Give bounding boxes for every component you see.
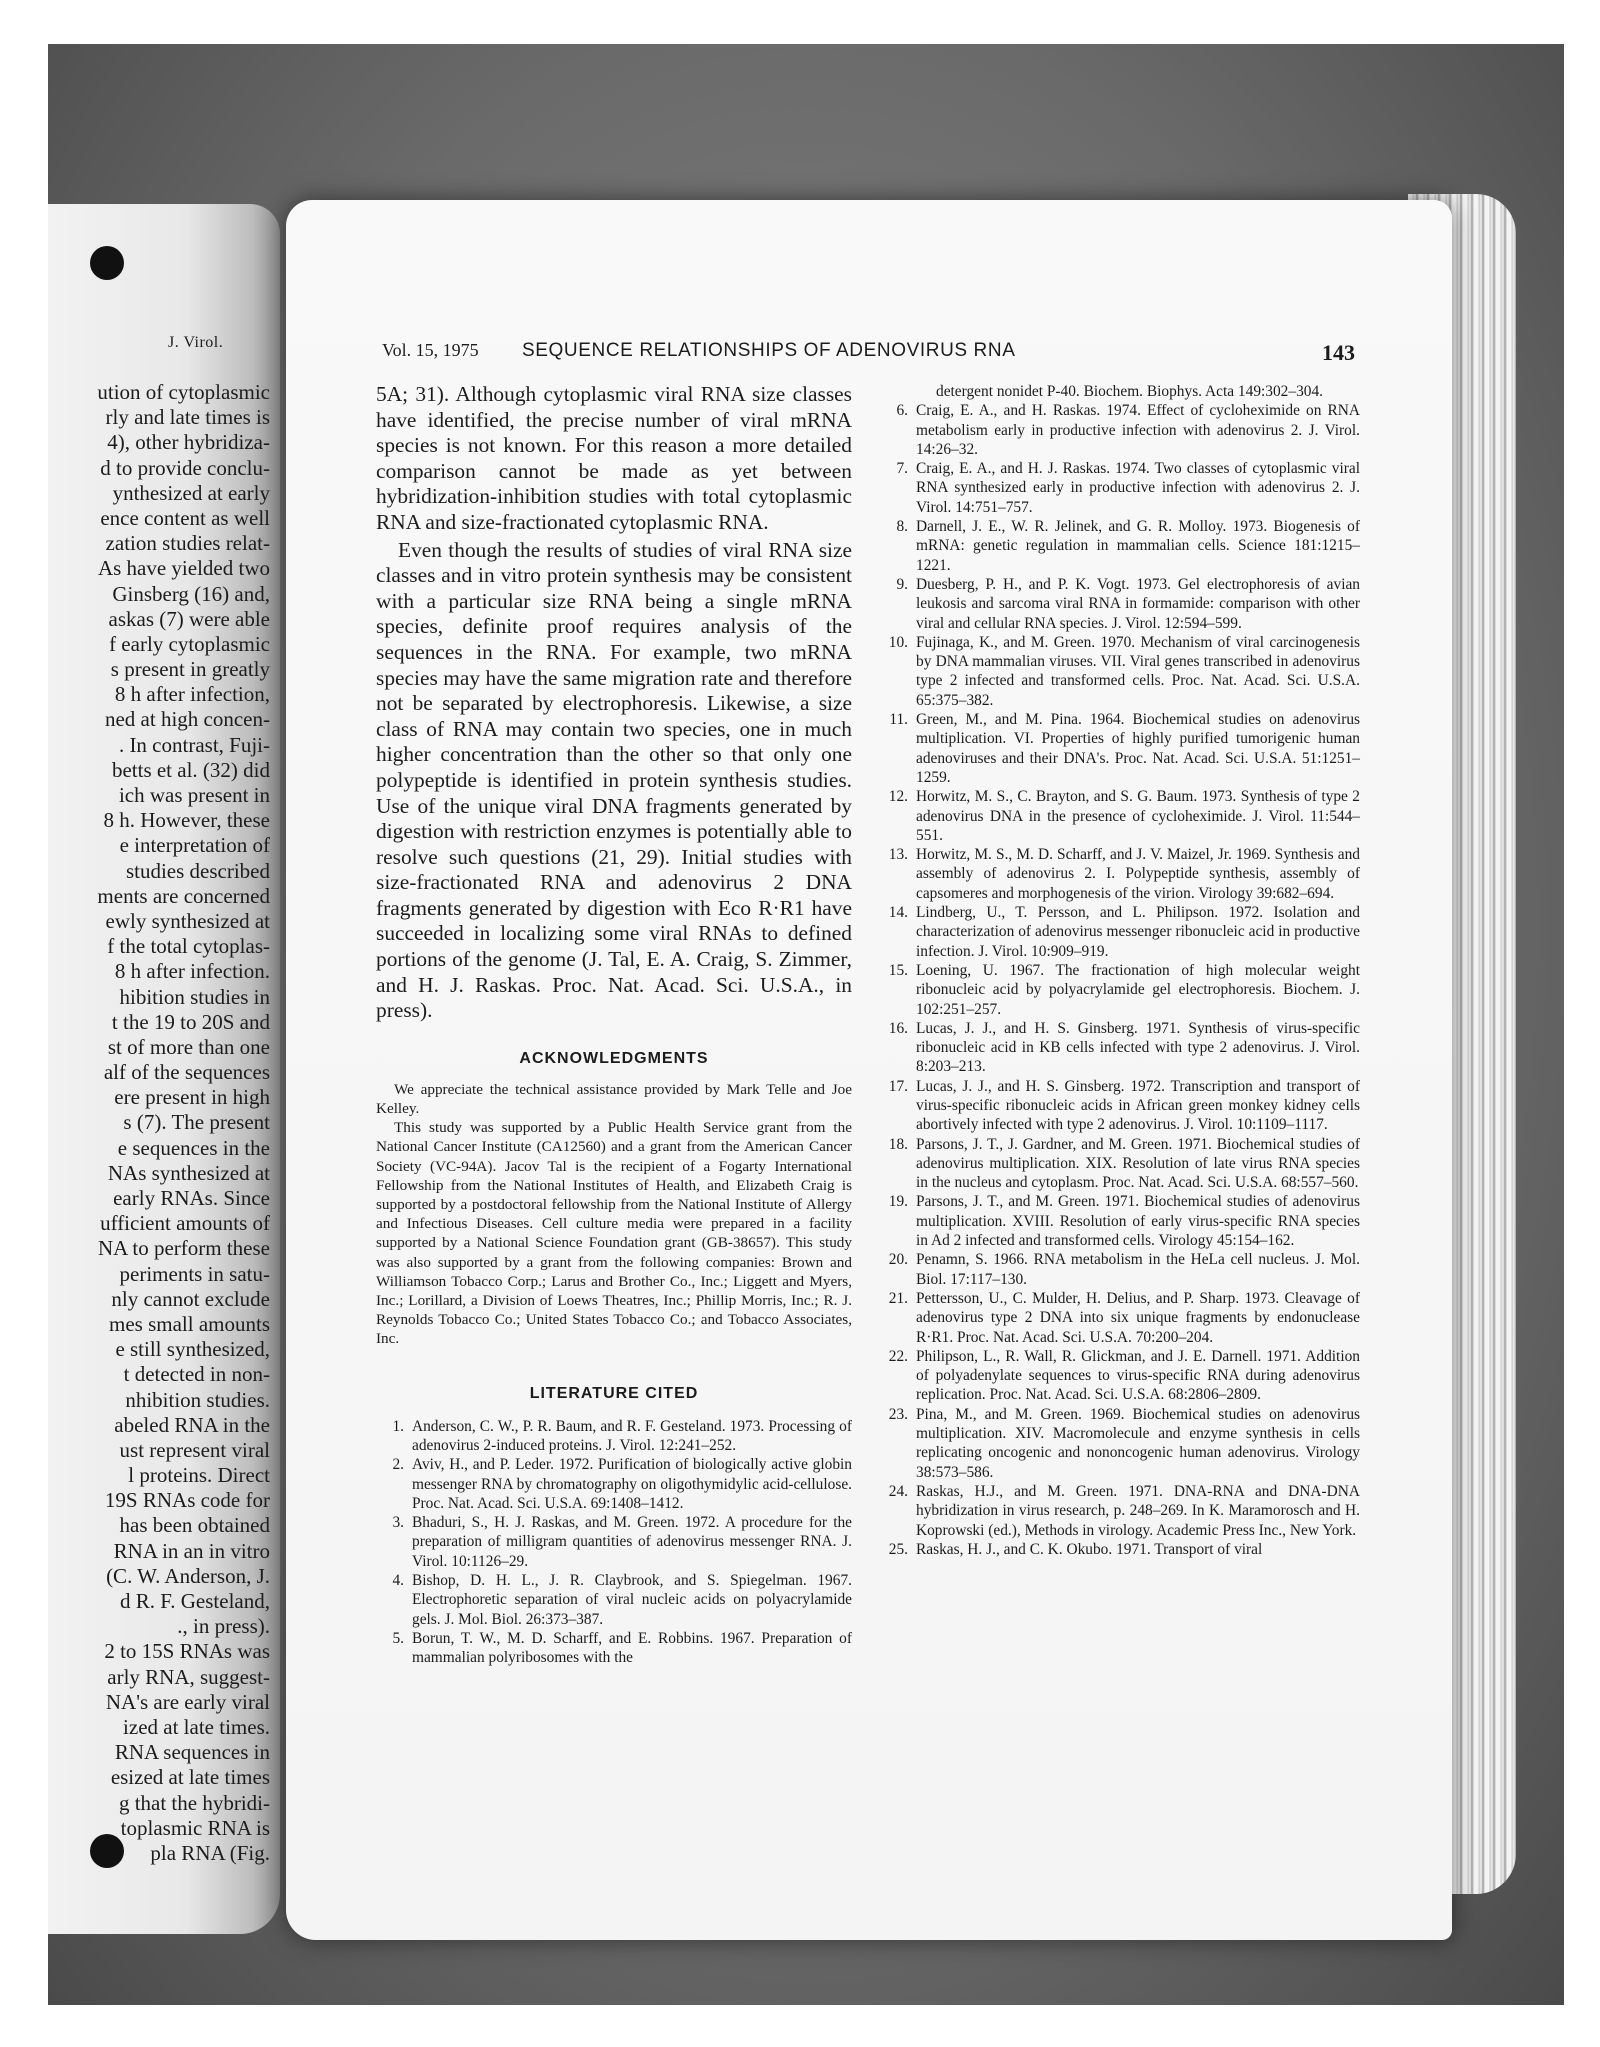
left-page-line: ence content as well [100,505,270,530]
reference-item [880,787,1360,845]
reference-text: Anderson, C. W., P. R. Baum, and R. F. Gesteland. 1973. Processing of adenovirus 2-induced proteins. J. Virol. 12:241–252. [412,1417,852,1454]
reference-text: Fujinaga, K., and M. Green. 1970. Mechanism of viral carcinogenesis by DNA mammalian viruses. VII. Viral genes transcribed in adenovirus type 2 infected and transformed cells. Proc. Nat. Acad. Sci. U.S.A. 65:375–382. [916,633,1360,709]
left-page-line: f the total cytoplas- [107,934,270,959]
journal-page [286,200,1452,1940]
reference-text: Pettersson, U., C. Mulder, H. Delius, and P. Sharp. 1973. Cleavage of adenovirus type 2 DNA into six unique fragments by endonuclease R·R1. Proc. Nat. Acad. Sci. U.S.A. 70:200–204. [916,1289,1360,1346]
left-page-line: periments in satu- [119,1261,270,1286]
reference-item [880,401,1360,459]
reference-item [880,459,1360,517]
left-page-line: g that the hybridi- [118,1790,270,1815]
left-page-line: alf of the sequences [103,1060,270,1085]
reference-text: Lucas, J. J., and H. S. Ginsberg. 1971. Synthesis of virus-specific ribonucleic acid in KB cells infected with type 2 adenovirus. J. Virol. 8:203–213. [916,1019,1360,1076]
reference-item [376,1513,852,1571]
left-page-line: ufficient amounts of [100,1211,270,1236]
left-page-line: RNA sequences in [114,1740,270,1765]
reference-number: 24. [888,1482,908,1500]
reference-text: Borun, T. W., M. D. Scharff, and E. Robbins. 1967. Preparation of mammalian polyribosomes with the [412,1629,852,1667]
left-page-line: has been obtained [119,1513,270,1538]
reference-text: Horwitz, M. S., C. Brayton, and S. G. Baum. 1973. Synthesis of type 2 adenovirus DNA in the presence of cycloheximide. J. Virol. 11:544–551. [916,788,1360,844]
left-page-line: NA's are early viral [105,1689,270,1714]
left-page-line: l proteins. Direct [128,1463,270,1488]
left-column [376,382,852,1668]
reference-text: Pina, M., and M. Green. 1969. Biochemical studies on adenovirus multiplication. XIV. Macromolecule and enzyme synthesis in cells replicating oncogenic and nononcogenic human adenovirus. Virology 38:573–586. [916,1405,1360,1481]
volume-label: Vol. 15, 1975 [382,340,479,360]
left-page-line: ution of cytoplasmic [97,380,270,404]
reference-item [880,575,1360,633]
reference-item [880,1289,1360,1347]
left-page-line: s present in greatly [110,657,270,682]
reference-item [880,1540,1360,1559]
reference-item [880,1250,1360,1289]
left-page-line: e interpretation of [119,833,270,858]
reference-number: 5. [392,1629,404,1647]
body-paragraph-1: 5A; 31). Although cytoplasmic viral RNA size classes have identified, the precise number of viral mRNA species is not known. For this reason a more detailed comparison cannot be made as yet between hybridization-inhibition studies with total cytoplasmic RNA and size-fractionated cytoplasmic RNA. [376,382,852,534]
left-page-line: ., in press). [177,1614,270,1639]
left-page-line: NAs synthesized at [107,1160,270,1185]
reference-item [880,1135,1360,1193]
acknowledgments-paragraph-1: We appreciate the technical assistance provided by Mark Telle and Joe Kelley. [376,1080,852,1118]
reference-text: Duesberg, P. H., and P. K. Vogt. 1973. Gel electrophoresis of avian leukosis and sarcoma viral RNA in formamide: comparison with other viral and cellular RNA species. J. Virol. 12:594–599. [916,575,1360,632]
reference-number: 11. [889,711,908,729]
reference-text: Penamn, S. 1966. RNA metabolism in the HeLa cell nucleus. J. Mol. Biol. 17:117–130. [916,1251,1360,1288]
left-running-head: J. Virol. [168,334,224,351]
reference-text: Raskas, H.J., and M. Green. 1971. DNA-RNA and DNA-DNA hybridization in virus research, p. 248–269. In K. Maramorosch and H. Koprowski (ed.), Methods in virology. Academic Press Inc., New York. [916,1482,1360,1539]
reference-text: Loening, U. 1967. The fractionation of high molecular weight ribonucleic acid by polyacrylamide gel electrophoresis. Biochem. J. 102:251–257. [916,961,1360,1018]
left-page-text [48,380,270,1866]
left-page-line: 8 h after infection, [114,682,270,707]
reference-number: 14. [888,904,908,922]
reference-item [880,1482,1360,1540]
reference-5-continued: detergent nonidet P-40. Biochem. Biophys. Acta 149:302–304. [936,383,1324,400]
reference-text: Raskas, H. J., and C. K. Okubo. 1971. Transport of viral [916,1540,1263,1558]
left-page-line: d R. F. Gesteland, [120,1589,270,1613]
reference-number: 15. [888,961,908,979]
reference-text: Lucas, J. J., and H. S. Ginsberg. 1972. Transcription and transport of virus-specific ribonucleic acids in African green monkey kidney cells abortively infected with type 2 adenovirus. J. Virol. 10:1109–1117. [916,1077,1360,1134]
reference-text: Philipson, L., R. Wall, R. Glickman, and J. E. Darnell. 1971. Addition of polyadenylate sequences to virus-specific RNA during adenovirus replication. Proc. Nat. Acad. Sci. U.S.A. 68:2806–2809. [916,1347,1360,1404]
left-page-line: ust represent viral [119,1437,270,1462]
left-page-line: 8 h. However, these [103,808,270,833]
reference-number: 2. [392,1456,404,1474]
left-page-line: ments are concerned [97,883,270,908]
left-page-line: toplasmic RNA is [120,1815,270,1840]
right-column [880,382,1360,1559]
left-page-line: 2 to 15S RNAs was [104,1639,270,1664]
reference-item [880,633,1360,710]
reference-text: Aviv, H., and P. Leder. 1972. Purification of biologically active globin messenger RNA by chromatography on oligothymidylic acid-cellulose. Proc. Nat. Acad. Sci. U.S.A. 69:1408–1412. [412,1456,852,1512]
left-page-line: zation studies relat- [105,531,270,556]
left-page-line: RNA in an in vitro [113,1538,270,1563]
left-page-line: pla RNA (Fig. [150,1840,270,1865]
left-page-line: f early cytoplasmic [109,631,270,656]
left-page-line: ewly synthesized at [105,908,270,933]
left-page-line: esized at late times [110,1765,270,1790]
reference-text: Parsons, J. T., and M. Green. 1971. Biochemical studies of adenovirus multiplication. XVIII. Resolution of early virus-specific RNA species in Ad 2 infected and transformed cells. Virology 45:154–162. [916,1193,1360,1250]
left-page-line: nly cannot exclude [111,1286,270,1311]
left-page-line: 8 h after infection. [114,959,270,984]
reference-item [880,961,1360,1019]
reference-item [376,1455,852,1513]
left-page-line: As have yielded two [97,556,270,581]
left-page-line: betts et al. (32) did [111,757,270,782]
left-page-line: studies described [125,858,270,883]
reference-number: 19. [888,1193,908,1211]
reference-item [880,1077,1360,1135]
left-page-line: NA to perform these [97,1236,270,1261]
reference-number: 7. [896,460,908,478]
reference-item [376,1571,852,1629]
reference-text: Lindberg, U., T. Persson, and L. Philipson. 1972. Isolation and characterization of adenovirus messenger ribonucleic acid in productive infection. J. Virol. 10:909–919. [916,904,1360,960]
left-page-line: Ginsberg (16) and, [112,581,270,606]
left-page-line: t the 19 to 20S and [111,1009,270,1034]
left-page-line: e still synthesized, [115,1337,270,1362]
left-page-line: t detected in non- [123,1362,270,1387]
left-facing-page [48,204,280,1934]
reference-text: Horwitz, M. S., M. D. Scharff, and J. V. Maizel, Jr. 1969. Synthesis and assembly of adenovirus 2. I. Polypeptide synthesis, assembly of capsomeres and morphogenesis of the virion. Virology 39:682–694. [916,846,1360,902]
reference-number: 12. [888,788,908,806]
left-page-line: 4), other hybridiza- [107,430,270,455]
reference-number: 22. [888,1347,908,1365]
left-page-line: ynthesized at early [112,480,270,505]
reference-item [880,1019,1360,1077]
reference-item [880,1405,1360,1482]
left-page-line: ere present in high [114,1085,270,1110]
reference-text: Craig, E. A., and H. J. Raskas. 1974. Two classes of cytoplasmic viral RNA synthesized early in productive infection with adenovirus 2. J. Virol. 14:751–757. [916,460,1360,516]
reference-number: 18. [888,1135,908,1153]
acknowledgments-paragraph-2: This study was supported by a Public Health Service grant from the National Cancer Institute (CA12560) and a grant from the American Cancer Society (VC-94A). Jacov Tal is the recipient of a Fogarty International Fellowship from the National Institutes of Health, and Elizabeth Craig is supported by a postdoctoral fellowship from the National Institute of Allergy and Infectious Diseases. Cell culture media were prepared in a facility supported by a National Science Foundation grant (GB-38657). This study was also supported by a grant from the following companies: Brown and Williamson Tobacco Corp.; Larus and Brother Co., Inc.; Liggett and Myers, Inc.; Lorillard, a Division of Loews Theatres, Inc.; Phillip Morris, Inc.; R. J. Reynolds Tobacco Co.; United States Tobacco Co.; and Tobacco Associates, Inc. [376,1119,852,1348]
reference-list-right [880,401,1360,1559]
reference-text: Parsons, J. T., J. Gardner, and M. Green. 1971. Biochemical studies of adenovirus multiplication. XIX. Resolution of late virus RNA species in the nucleus and cytoplasm. Proc. Nat. Acad. Sci. U.S.A. 68:557–560. [916,1135,1360,1192]
reference-number: 9. [896,575,908,593]
reference-item [880,903,1360,961]
reference-item [880,845,1360,903]
left-page-line: 19S RNAs code for [104,1488,270,1513]
reference-number: 3. [392,1514,404,1532]
left-page-line: ned at high concen- [104,707,270,732]
punch-hole-top [90,246,124,280]
reference-text: Bishop, D. H. L., J. R. Claybrook, and S. Spiegelman. 1967. Electrophoretic separation of viral nucleic acids on polyacrylamide gels. J. Mol. Biol. 26:373–387. [412,1572,852,1628]
reference-item [880,710,1360,787]
left-page-line: st of more than one [107,1034,270,1059]
left-page-line: mes small amounts [109,1311,270,1336]
reference-number: 4. [392,1572,404,1590]
reference-number: 17. [888,1077,908,1095]
left-page-line: ized at late times. [123,1714,270,1739]
reference-number: 25. [888,1540,908,1558]
reference-number: 8. [896,518,908,536]
reference-item [376,1629,852,1668]
left-page-line: nhibition studies. [125,1387,270,1412]
left-page-line: hibition studies in [119,984,270,1009]
reference-item [376,1417,852,1456]
left-page-line: early RNAs. Since [113,1186,270,1210]
reference-number: 16. [888,1019,908,1037]
reference-item [880,1192,1360,1250]
reference-text: Green, M., and M. Pina. 1964. Biochemical studies on adenovirus multiplication. VI. Properties of highly purified tumorigenic human adenoviruses and their DNA's. Proc. Nat. Acad. Sci. U.S.A. 51:1251–1259. [916,711,1360,786]
reference-number: 21. [888,1289,908,1307]
page-number: 143 [1322,340,1355,365]
left-page-line: rly and late times is [105,405,270,430]
reference-number: 20. [888,1251,908,1269]
reference-list-left [376,1417,852,1668]
left-page-line: s (7). The present [123,1110,270,1135]
reference-number: 13. [888,846,908,864]
left-page-line: askas (7) were able [108,606,270,631]
reference-text: Bhaduri, S., H. J. Raskas, and M. Green. 1972. A procedure for the preparation of milligram quantities of adenovirus messenger RNA. J. Virol. 10:1126–29. [412,1514,852,1570]
left-page-line: abeled RNA in the [114,1412,270,1437]
reference-item [880,517,1360,575]
left-page-line: . In contrast, Fuji- [118,732,270,757]
running-title: SEQUENCE RELATIONSHIPS OF ADENOVIRUS RNA [522,340,1016,361]
left-page-line: (C. W. Anderson, J. [106,1563,270,1588]
left-page-line: ich was present in [118,783,270,807]
left-page-line: arly RNA, suggest- [107,1664,270,1689]
acknowledgments-heading: ACKNOWLEDGMENTS [519,1049,709,1067]
photocopy-scan [48,44,1564,2005]
reference-number: 23. [888,1405,908,1423]
reference-item [880,1347,1360,1405]
reference-number: 6. [896,402,908,420]
reference-text: Craig, E. A., and H. Raskas. 1974. Effect of cycloheximide on RNA metabolism early in productive infection with adenovirus 2. J. Virol. 14:26–32. [916,402,1360,458]
reference-number: 1. [392,1417,404,1435]
literature-heading: LITERATURE CITED [529,1384,699,1402]
body-paragraph-2: Even though the results of studies of viral RNA size classes and in vitro protein synthesis may be consistent with a particular size RNA being a single mRNA species, definite proof requires analysis of the sequences in the RNA. For example, two mRNA species may have the same migration rate and therefore not be separated by electrophoresis. Likewise, a size class of RNA may contain two species, one in much higher concentration than the other so that only one polypeptide is identified in protein synthesis studies. Use of the unique viral DNA fragments generated by digestion with restriction enzymes is potentially able to resolve such questions (21, 29). Initial studies with size-fractionated RNA and adenovirus 2 DNA fragments generated by digestion with Eco R·R1 have succeeded in localizing some viral RNAs to defined portions of the genome (J. Tal, E. A. Craig, S. Zimmer, and H. J. Raskas. Proc. Nat. Acad. Sci. U.S.A., in press). [376,537,852,1023]
reference-number: 10. [888,633,908,651]
left-page-line: e sequences in the [117,1135,270,1160]
left-page-line: d to provide conclu- [100,455,270,480]
reference-text: Darnell, J. E., W. R. Jelinek, and G. R. Molloy. 1973. Biogenesis of mRNA: genetic regulation in mammalian cells. Science 181:1215–1221. [916,518,1360,574]
